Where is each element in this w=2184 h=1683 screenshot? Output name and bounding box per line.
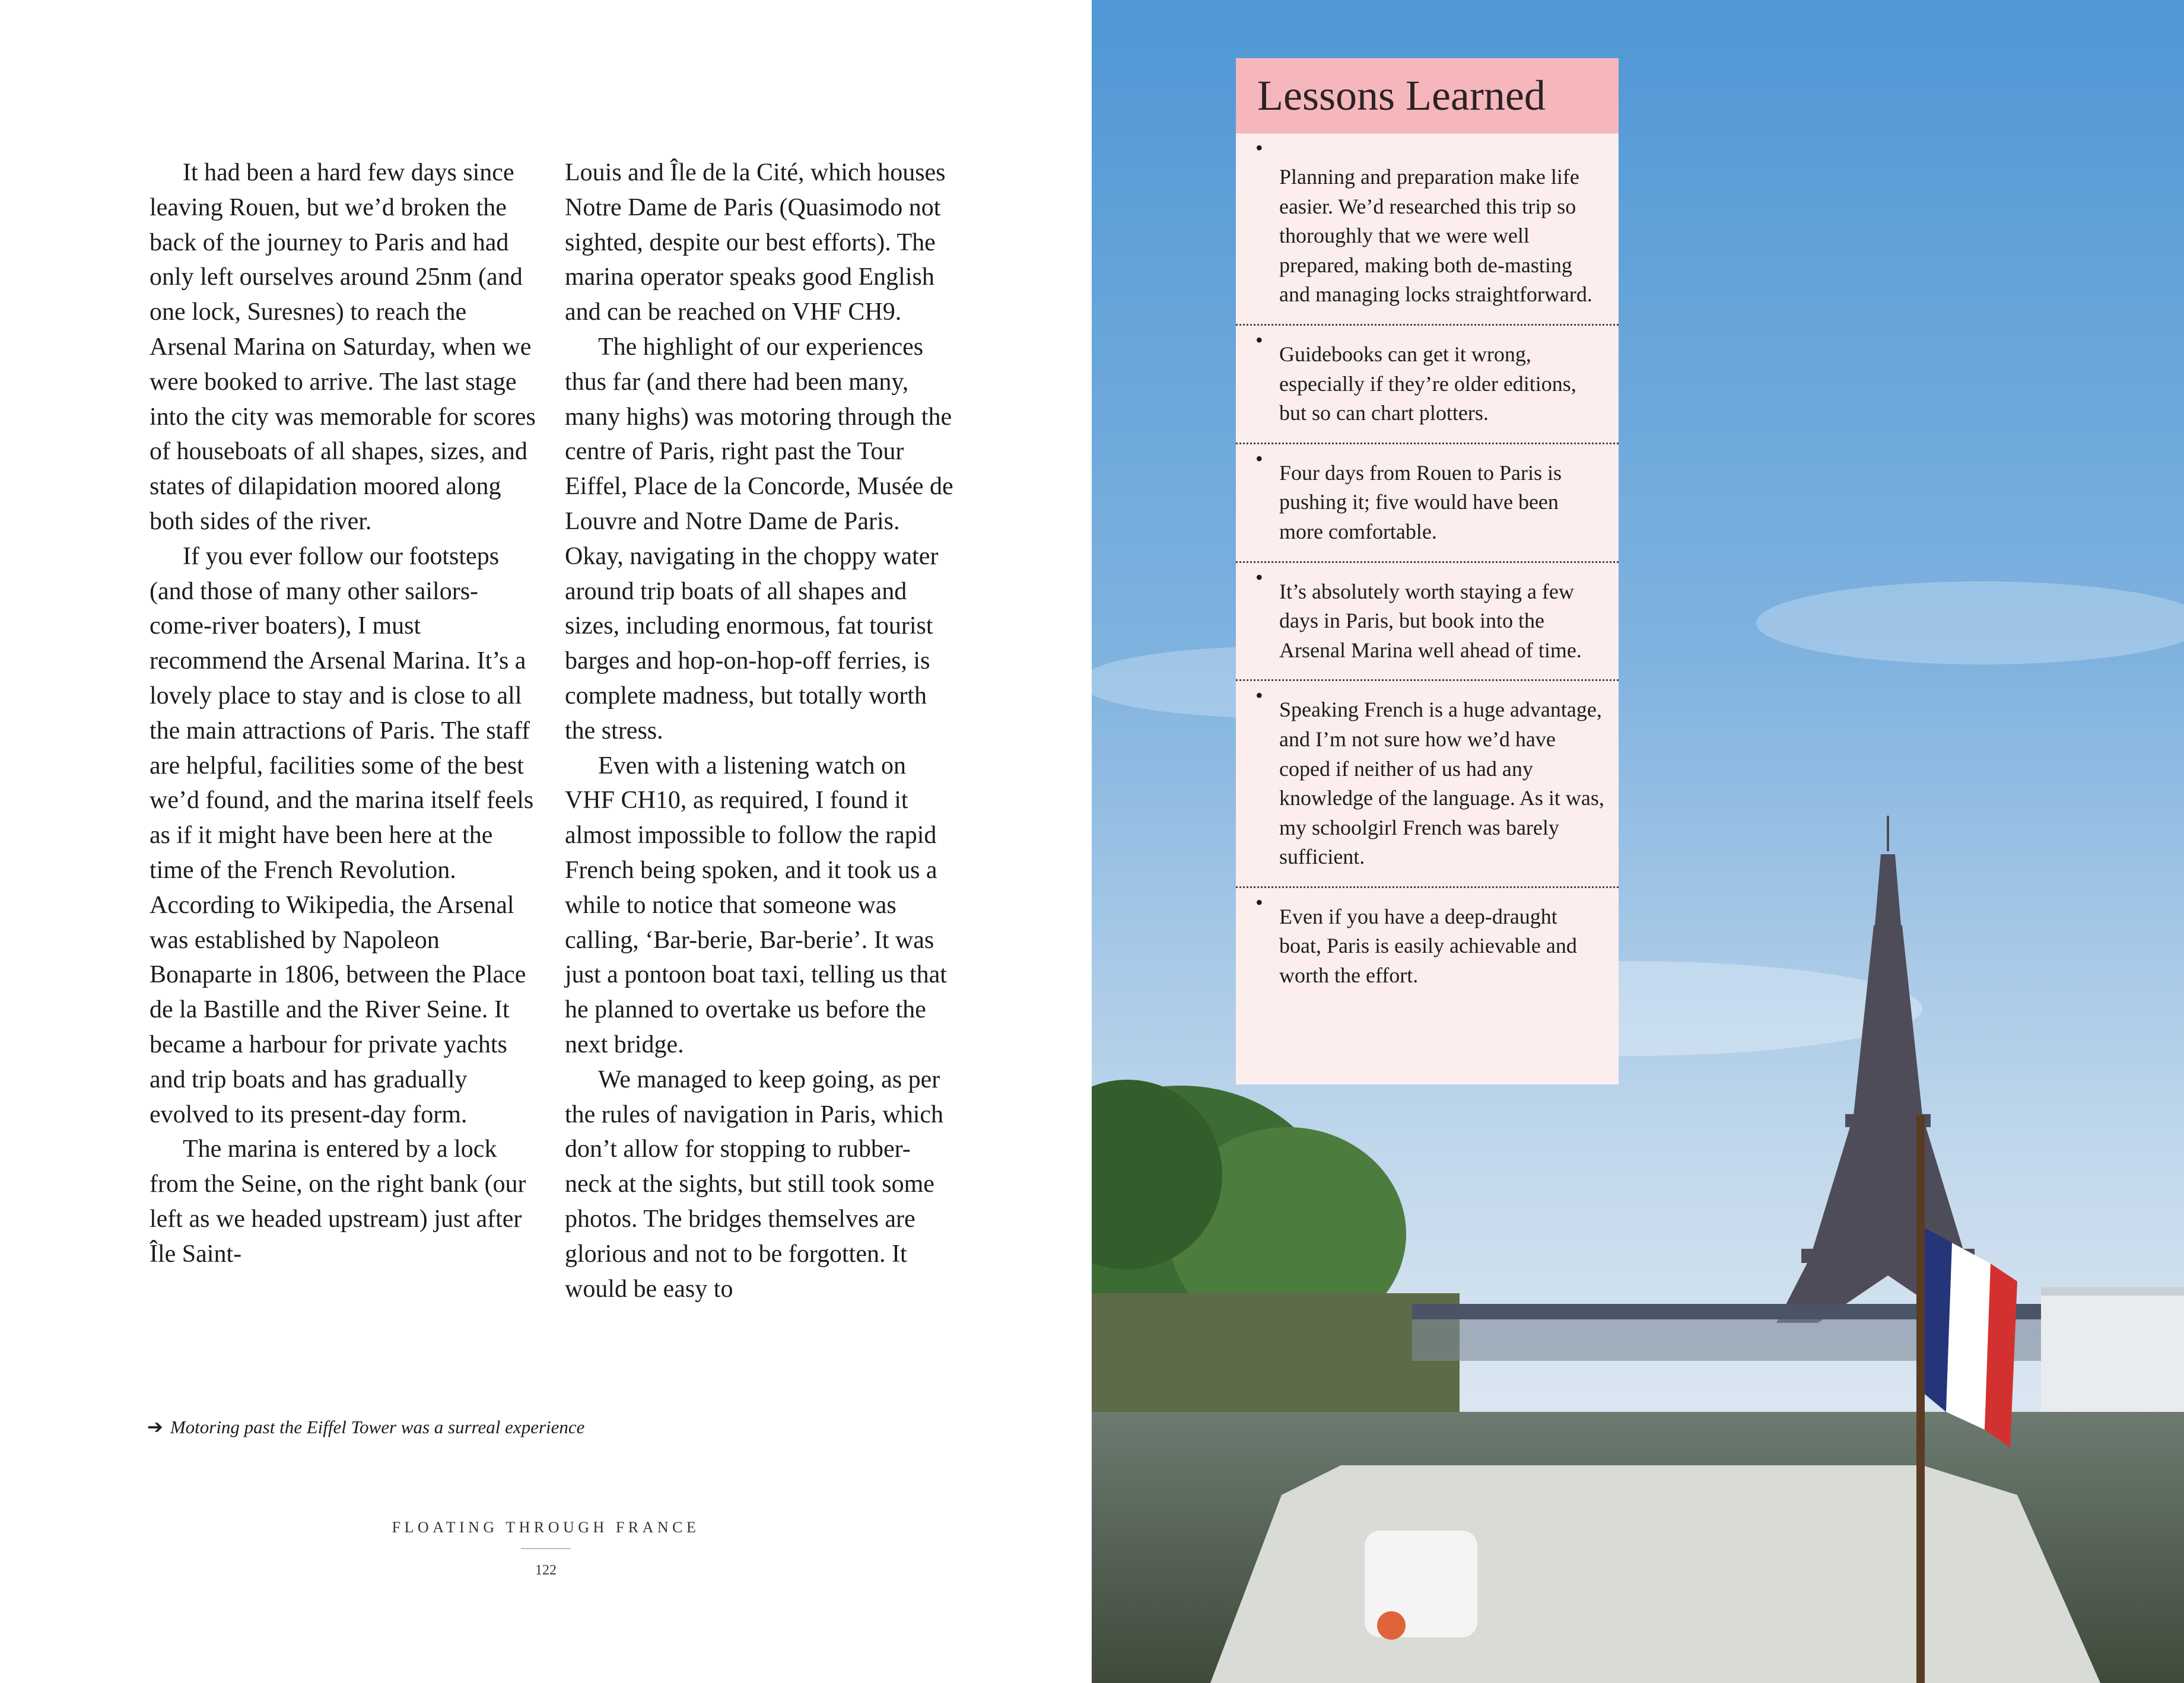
photo-caption xyxy=(147,1415,584,1438)
list-item xyxy=(1236,563,1619,682)
list-item xyxy=(1236,444,1619,563)
bullet-icon: • xyxy=(1255,565,1263,589)
page-number: 122 xyxy=(535,1563,557,1578)
bullet-icon: • xyxy=(1255,683,1263,708)
paragraph: We managed to keep going, as per the rules of navigation in Paris, which don’t allow for stopping to rubber-neck at the sights, but still took some photos. The bridges themselves are glorious and not to be forgotten. It would be easy to xyxy=(565,1065,944,1303)
lessons-list xyxy=(1236,133,1619,1005)
text-column-1 xyxy=(150,155,538,1272)
list-item xyxy=(1236,681,1619,888)
folio-divider xyxy=(521,1548,571,1549)
bullet-icon: • xyxy=(1255,446,1263,470)
flag-pole xyxy=(1916,1115,1925,1683)
lesson-text: Guidebooks can get it wrong, especially if they’re older editions, but so can chart plotters. xyxy=(1279,342,1576,425)
paragraph: The marina is entered by a lock from the Seine, on the right bank (our left as we headed upstream) just after Île Saint- xyxy=(150,1135,526,1268)
paragraph: If you ever follow our footsteps (and those of many other sailors-come-river boaters), I must recommend the Arsenal Marina. It’s a lovely place to stay and is close to all the main attractions of Paris. The staff are helpful, facilities some of the best we’d found, and the marina itself feels as if it might have been here at the time of the French Revolution. According to Wikipedia, the Arsenal was established by Napoleon Bonaparte in 1806, between the Place de la Bastille and the River Seine. It became a harbour for private yachts and trip boats and has gradually evolved to its present-day form. xyxy=(150,542,534,1128)
lessons-title: Lessons Learned xyxy=(1257,72,1546,119)
lesson-text: Even if you have a deep-draught boat, Paris is easily achievable and worth the effort. xyxy=(1279,904,1577,988)
paragraph: It had been a hard few days since leaving Rouen, but we’d broken the back of the journey to Paris and had only left ourselves around 25nm (and one lock, Suresnes) to reach the Arsenal Marina on Saturday, when we were booked to arrive. The last stage into the city was memorable for scores of houseboats of all shapes, sizes, and states of dilapidation moored along both sides of the river. xyxy=(150,159,536,535)
paragraph: Even with a listening watch on VHF CH10, as required, I found it almost impossible to follow the rapid French being spoken, and it took us a while to notice that someone was calling, ‘Bar-berie, Bar-berie’. It was just a pontoon boat taxi, telling us that he planned to overtake us before the next bridge. xyxy=(565,752,947,1058)
lessons-header xyxy=(1236,58,1619,133)
lesson-text: It’s absolutely worth staying a few days in Paris, but book into the Arsenal Marina well ahead of time. xyxy=(1279,579,1582,662)
list-item xyxy=(1236,888,1619,1005)
arrow-icon: ➔ xyxy=(147,1416,163,1437)
list-item xyxy=(1236,326,1619,444)
bullet-icon: • xyxy=(1255,136,1263,160)
bullet-icon: • xyxy=(1255,890,1263,914)
lesson-text: Four days from Rouen to Paris is pushing it; five would have been more comfortable. xyxy=(1279,460,1562,543)
list-item xyxy=(1236,133,1619,326)
bullet-icon: • xyxy=(1255,327,1263,352)
caption-text: Motoring past the Eiffel Tower was a surreal experience xyxy=(170,1417,585,1437)
lesson-text: Planning and preparation make life easier. We’d researched this trip so thoroughly that we were well prepared, making both de-masting and managing locks straightforward. xyxy=(1279,165,1592,307)
building xyxy=(2041,1287,2184,1424)
text-column-2 xyxy=(565,155,956,1306)
lessons-learned-box xyxy=(1236,58,1619,1084)
boat-deck xyxy=(1210,1465,2100,1683)
lesson-text: Speaking French is a huge advantage, and I’m not sure how we’d have coped if neither of us had any knowledge of the language. As it was, my schoolgirl French was barely sufficient. xyxy=(1279,698,1604,869)
running-title: FLOATING THROUGH FRANCE xyxy=(392,1519,700,1536)
paragraph: The highlight of our experiences thus far (and there had been many, many highs) was motoring through the centre of Paris, right past the Tour Eiffel, Place de la Concorde, Musée de Louvre and Notre Dame de Paris. Okay, navigating in the choppy water around trip boats of all shapes and sizes, including enormous, fat tourist barges and hop-on-hop-off ferries, is complete madness, but totally worth the stress. xyxy=(565,333,953,745)
paragraph: Louis and Île de la Cité, which houses Notre Dame de Paris (Quasimodo not sighted, despite our best efforts). The marina operator speaks good English and can be reached on VHF CH9. xyxy=(565,159,946,326)
